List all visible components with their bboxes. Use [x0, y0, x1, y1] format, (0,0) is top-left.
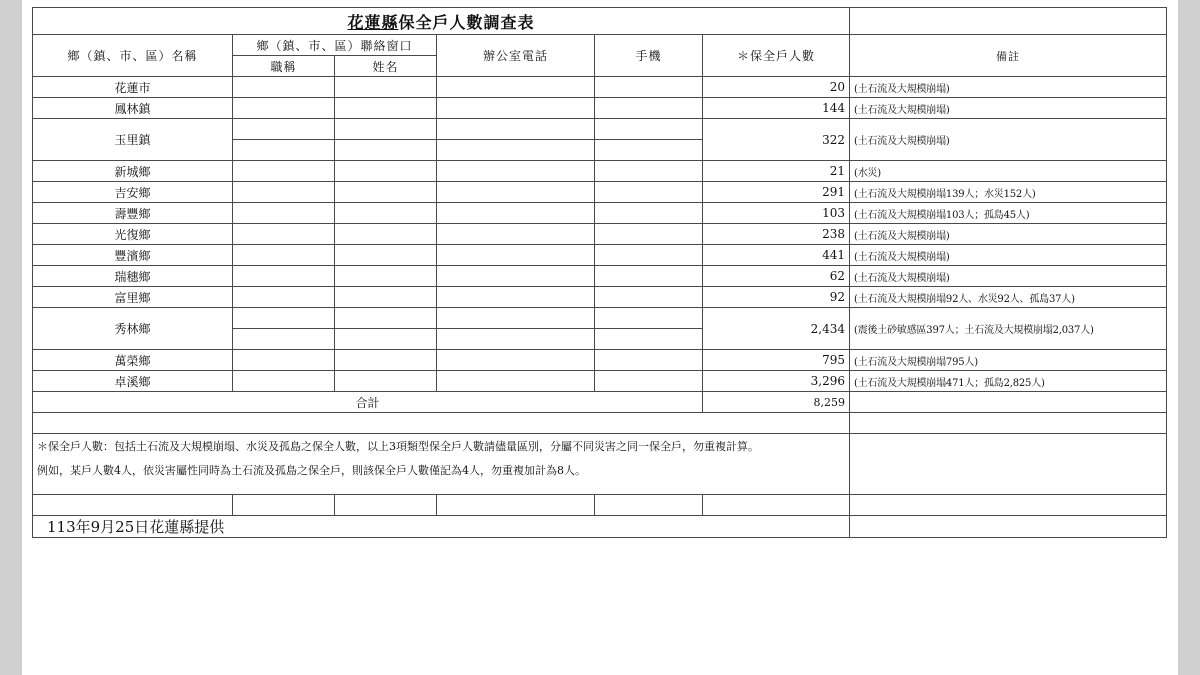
note-cell: (土石流及大規模崩塌92人、水災92人、孤島37人) [850, 287, 1167, 308]
title-rest: 保全戶人數調查表 [398, 12, 535, 32]
header-name: 姓名 [335, 56, 437, 77]
note-cell: (土石流及大規模崩塌) [850, 119, 1167, 161]
township-cell: 玉里鎮 [33, 119, 233, 161]
table-row [33, 182, 1167, 203]
header-mobile: 手機 [595, 35, 703, 77]
count-cell: 144 [703, 98, 850, 119]
blank-row [33, 413, 1167, 434]
count-cell: 92 [703, 287, 850, 308]
notes-block [33, 434, 850, 495]
note-definition: ＊保全戶人數：包括土石流及大規模崩塌、水災及孤島之保全人數，以上3項類型保全戶人數請儘量區別，分屬不同災害之同一保全戶，勿重複計算。 [37, 440, 759, 453]
count-cell: 3,296 [703, 371, 850, 392]
count-cell: 21 [703, 161, 850, 182]
township-cell: 卓溪鄉 [33, 371, 233, 392]
table-title [33, 8, 850, 35]
table-row [33, 287, 1167, 308]
header-contact-window: 鄉（鎮、市、區）聯絡窗口 [233, 35, 437, 56]
footer-source: 113年9月25日花蓮縣提供 [33, 516, 850, 538]
township-cell: 新城鄉 [33, 161, 233, 182]
township-cell: 光復鄉 [33, 224, 233, 245]
table-row [33, 98, 1167, 119]
note-cell: (土石流及大規模崩塌139人；水災152人) [850, 182, 1167, 203]
count-cell: 322 [703, 119, 850, 161]
count-cell: 2,434 [703, 308, 850, 350]
header-remarks: 備註 [850, 35, 1167, 77]
township-cell: 吉安鄉 [33, 182, 233, 203]
table-row [33, 308, 1167, 329]
table-row [33, 350, 1167, 371]
title-county: 花蓮縣 [347, 12, 399, 32]
table-row [33, 77, 1167, 98]
table-row [33, 203, 1167, 224]
total-row [33, 392, 1167, 413]
total-value: 8,259 [703, 392, 850, 413]
township-cell: 豐濱鄉 [33, 245, 233, 266]
count-cell: 441 [703, 245, 850, 266]
township-cell: 富里鄉 [33, 287, 233, 308]
note-cell: (土石流及大規模崩塌471人；孤島2,825人) [850, 371, 1167, 392]
total-label: 合計 [33, 392, 703, 413]
survey-table [32, 7, 1167, 538]
township-cell: 秀林鄉 [33, 308, 233, 350]
note-cell: (土石流及大規模崩塌) [850, 77, 1167, 98]
note-cell: (土石流及大規模崩塌) [850, 266, 1167, 287]
township-cell: 壽豐鄉 [33, 203, 233, 224]
title-remarks-blank [850, 8, 1167, 35]
header-protected-count: ＊保全戶人數 [703, 35, 850, 77]
township-cell: 花蓮市 [33, 77, 233, 98]
note-cell: (土石流及大規模崩塌795人) [850, 350, 1167, 371]
note-example: 例如，某戶人數4人，依災害屬性同時為土石流及孤島之保全戶，則該保全戶人數僅記為4人，勿重複加計為8人。 [37, 464, 586, 477]
count-cell: 795 [703, 350, 850, 371]
count-cell: 20 [703, 77, 850, 98]
township-cell: 瑞穗鄉 [33, 266, 233, 287]
header-job-title: 職稱 [233, 56, 335, 77]
table-row [33, 119, 1167, 140]
note-cell: (土石流及大規模崩塌103人；孤島45人) [850, 203, 1167, 224]
spacer-row [33, 495, 1167, 516]
note-cell: (土石流及大規模崩塌) [850, 224, 1167, 245]
header-township: 鄉（鎮、市、區）名稱 [33, 35, 233, 77]
note-cell: (水災) [850, 161, 1167, 182]
footer-row [33, 516, 1167, 538]
note-cell: (震後土砂敏感區397人；土石流及大規模崩塌2,037人) [850, 308, 1167, 350]
township-cell: 萬榮鄉 [33, 350, 233, 371]
note-cell: (土石流及大規模崩塌) [850, 245, 1167, 266]
header-office-phone: 辦公室電話 [437, 35, 595, 77]
document-sheet [22, 0, 1178, 675]
count-cell: 103 [703, 203, 850, 224]
count-cell: 238 [703, 224, 850, 245]
table-row [33, 161, 1167, 182]
table-row [33, 266, 1167, 287]
count-cell: 62 [703, 266, 850, 287]
note-cell: (土石流及大規模崩塌) [850, 98, 1167, 119]
table-row [33, 371, 1167, 392]
table-row [33, 245, 1167, 266]
township-cell: 鳳林鎮 [33, 98, 233, 119]
notes-row [33, 434, 1167, 495]
table-row [33, 224, 1167, 245]
count-cell: 291 [703, 182, 850, 203]
